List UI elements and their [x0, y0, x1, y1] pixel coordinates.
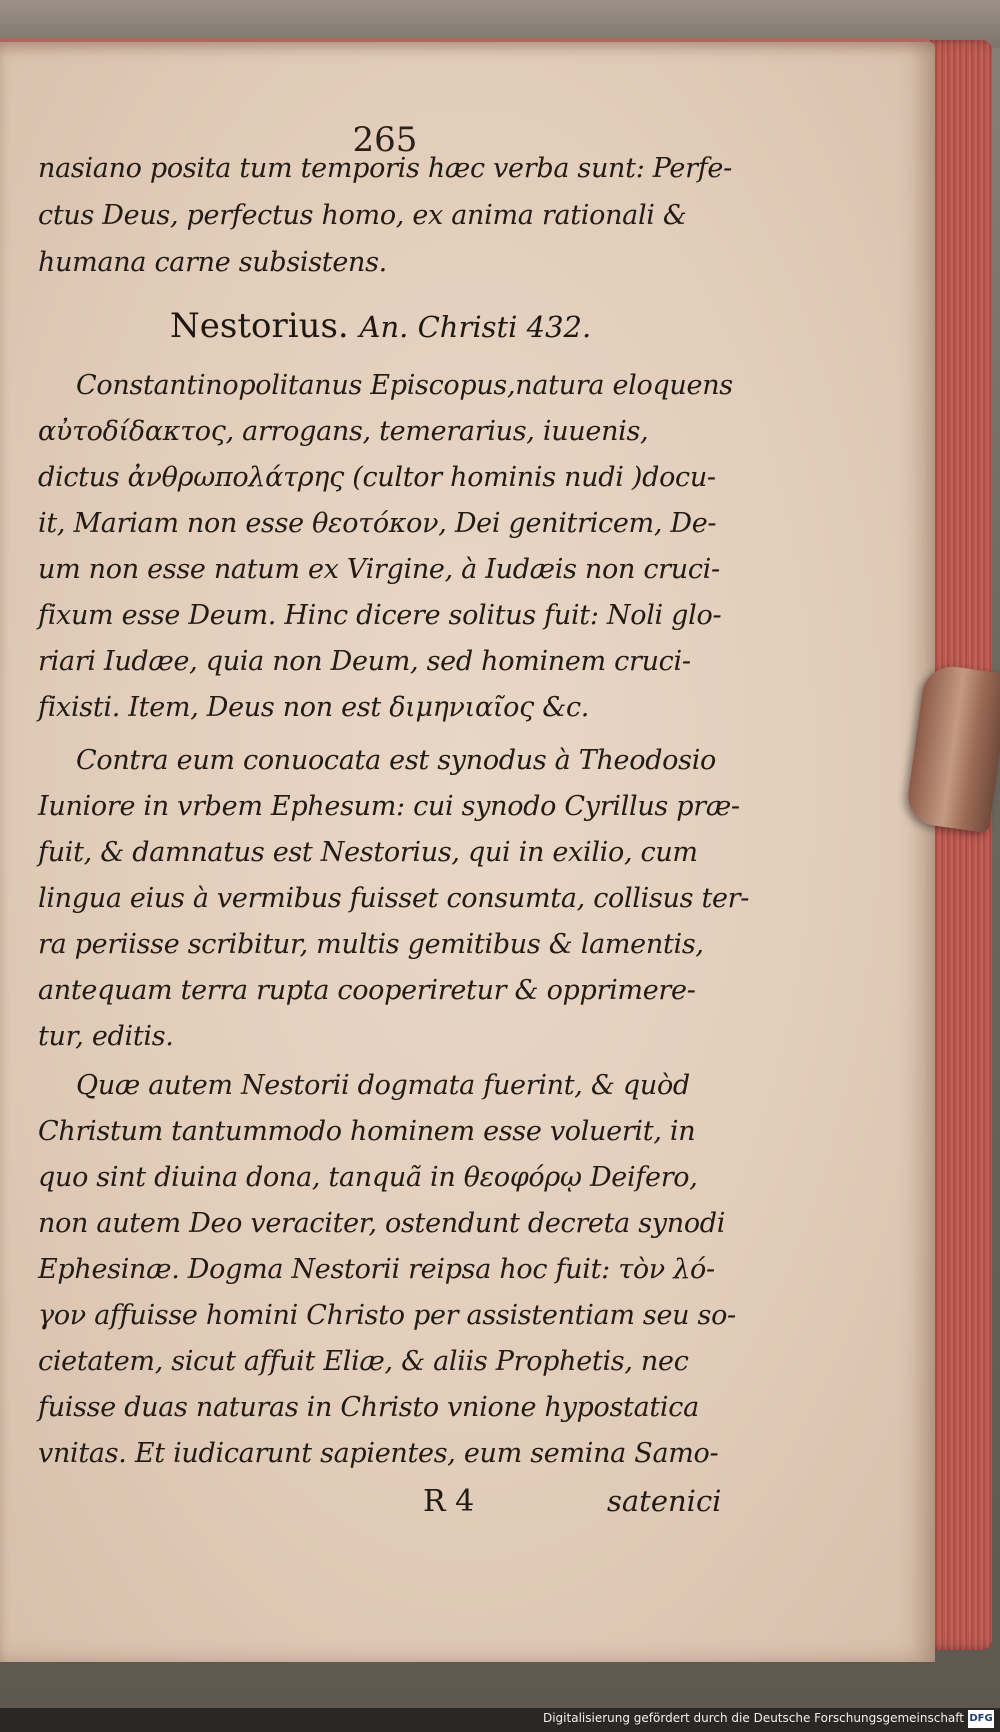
- dfg-logo: DFG: [968, 1710, 994, 1728]
- paragraph-line: fuisse duas naturas in Christo vnione hypostatica: [38, 1392, 699, 1423]
- paragraph-line: non autem Deo veraciter, ostendunt decreta synodi: [38, 1208, 726, 1239]
- paragraph-line: tur, editis.: [38, 1021, 174, 1052]
- paragraph-line: Ephesinæ. Dogma Nestorii reipsa hoc fuit: τὸν λό-: [38, 1254, 715, 1285]
- paragraph-line: lingua eius à vermibus fuisset consumta, collisus ter-: [38, 883, 750, 914]
- heading-name: Nestorius.: [170, 306, 349, 346]
- paragraph-line: γον affuisse homini Christo per assistentiam seu so-: [38, 1300, 736, 1331]
- paragraph-line: Christum tantummodo hominem esse voluerit, in: [38, 1116, 696, 1147]
- paragraph-line: Quæ autem Nestorii dogmata fuerint, & quòd: [76, 1070, 690, 1101]
- section-heading: [170, 306, 591, 346]
- footer-credit: Digitalisierung gefördert durch die Deutsche Forschungsgemeinschaft: [542, 1711, 964, 1725]
- paragraph-line: fuit, & damnatus est Nestorius, qui in exilio, cum: [38, 837, 698, 868]
- paragraph-line: um non esse natum ex Virgine, à Iudæis non cruci-: [38, 554, 720, 585]
- paragraph-line: it, Mariam non esse θεοτόκον, Dei genitricem, De-: [38, 508, 717, 539]
- page-number: 265: [352, 120, 418, 160]
- paragraph-line: αὐτοδίδακτος, arrogans, temerarius, iuuenis,: [38, 416, 649, 447]
- paragraph-line: riari Iudæe, quia non Deum, sed hominem cruci-: [38, 646, 691, 677]
- signature-mark: R 4: [423, 1484, 475, 1519]
- paragraph-line: antequam terra rupta cooperiretur & opprimere-: [38, 975, 696, 1006]
- heading-year: An. Christi 432.: [359, 310, 592, 344]
- text-line: nasiano posita tum temporis hæc verba sunt: Perfe-: [38, 153, 732, 184]
- paragraph-line: cietatem, sicut affuit Eliæ, & aliis Prophetis, nec: [38, 1346, 689, 1377]
- paragraph-line: dictus ἀνθρωπολάτρης (cultor hominis nudi )docu-: [38, 462, 716, 493]
- text-line: humana carne subsistens.: [38, 247, 387, 278]
- paragraph-line: Constantinopolitanus Episcopus,natura eloquens: [76, 370, 733, 401]
- paragraph-line: Contra eum conuocata est synodus à Theodosio: [76, 745, 716, 776]
- paragraph-line: fixum esse Deum. Hinc dicere solitus fuit: Noli glo-: [38, 600, 722, 631]
- paragraph-line: quo sint diuina dona, tanquã in θεοφόρῳ Deifero,: [38, 1162, 698, 1193]
- paragraph-line: fixisti. Item, Deus non est διμηνιαῖος &c.: [38, 692, 590, 723]
- paragraph-line: Iuniore in vrbem Ephesum: cui synodo Cyrillus præ-: [38, 791, 740, 822]
- paragraph-line: vnitas. Et iudicarunt sapientes, eum semina Samo-: [38, 1438, 719, 1469]
- text-line: ctus Deus, perfectus homo, ex anima rationali &: [38, 200, 687, 231]
- catchword: satenici: [607, 1484, 722, 1518]
- paragraph-line: ra periisse scribitur, multis gemitibus & lamentis,: [38, 929, 704, 960]
